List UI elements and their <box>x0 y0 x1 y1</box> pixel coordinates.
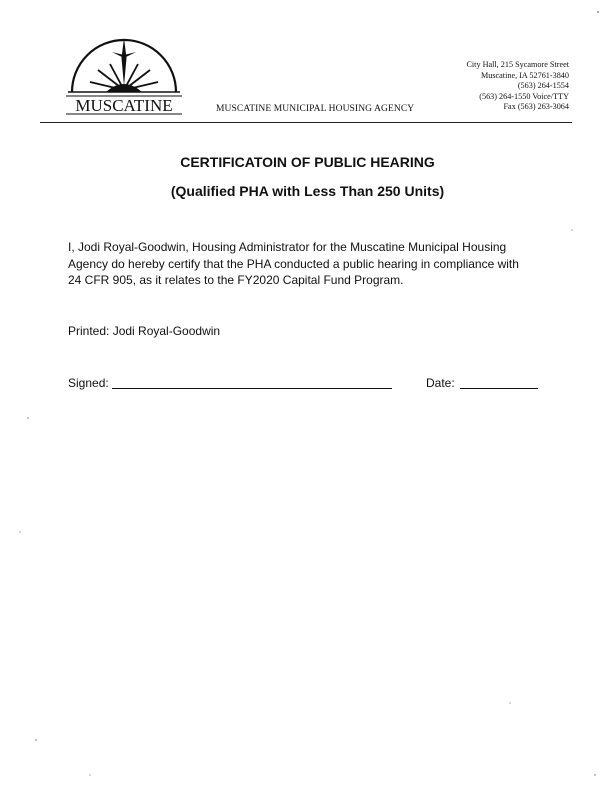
logo-text: MUSCATINE <box>75 96 173 115</box>
phone-2: (563) 264-1550 Voice/TTY <box>479 91 569 101</box>
paragraph-line: Agency do hereby certify that the PHA conducted a public hearing in compliance with <box>68 256 519 271</box>
document-title: CERTIFICATOIN OF PUBLIC HEARING <box>180 154 435 170</box>
signed-label: Signed: <box>68 376 109 390</box>
address-line-2: Muscatine, IA 52761-3840 <box>480 70 569 80</box>
contact-block <box>466 60 569 113</box>
logo-graphic <box>64 36 184 116</box>
signature-line[interactable] <box>112 388 392 389</box>
muscatine-logo <box>64 36 184 116</box>
address-line-1: City Hall, 215 Sycamore Street <box>466 60 569 69</box>
fax-number: Fax (563) 263-3064 <box>503 102 569 111</box>
phone-1: (563) 264-1554 <box>517 81 569 90</box>
paragraph-line: I, Jodi Royal-Goodwin, Housing Administrator for the Muscatine Municipal Housing <box>68 240 507 254</box>
date-label: Date: <box>426 376 455 390</box>
date-line[interactable] <box>460 388 538 389</box>
certification-paragraph <box>68 239 538 289</box>
paragraph-line: 24 CFR 905, as it relates to the FY2020 Capital Fund Program. <box>68 273 404 287</box>
letterhead-divider <box>40 122 572 123</box>
agency-name: MUSCATINE MUNICIPAL HOUSING AGENCY <box>216 104 415 114</box>
printed-name: Printed: Jodi Royal-Goodwin <box>68 324 221 338</box>
document-subtitle: (Qualified PHA with Less Than 250 Units) <box>170 183 445 199</box>
